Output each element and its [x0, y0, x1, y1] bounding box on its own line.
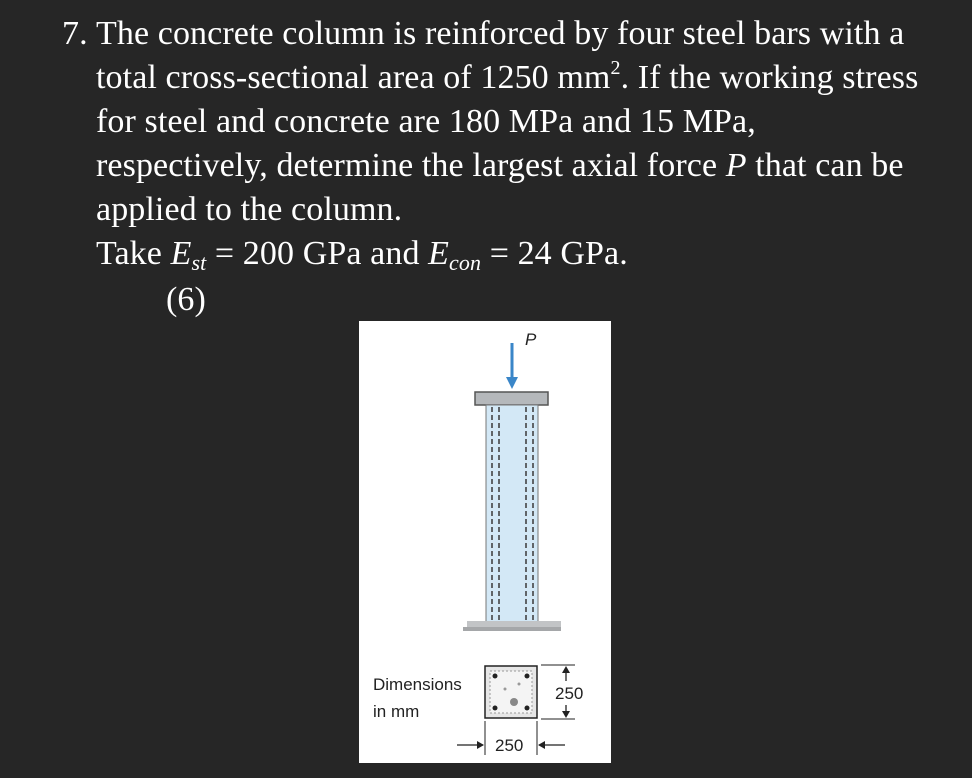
line4-text: respectively, determine the largest axial force: [96, 147, 726, 184]
rebar-dot: [493, 706, 498, 711]
take-text: Take: [96, 235, 171, 272]
question-line-3: for steel and concrete are 180 MPa and 15 MPa,: [96, 103, 756, 140]
question-line-1: The concrete column is reinforced by four steel bars with a: [96, 15, 905, 52]
steel-subscript: st: [191, 250, 207, 275]
load-label: P: [525, 330, 537, 349]
column-figure: [359, 321, 611, 763]
aggregate-dot: [518, 683, 521, 686]
dimensions-units-label: in mm: [373, 702, 420, 721]
given-values-line: [96, 232, 628, 279]
top-cap: [475, 392, 548, 405]
take-mid-text: = 200 GPa and: [206, 235, 429, 272]
modulus-symbol-concrete: E: [428, 235, 450, 272]
line4-text-end: that can be: [746, 147, 904, 184]
marks-label: (6): [166, 281, 206, 318]
question-line-2: [96, 56, 918, 104]
aggregate-dot: [510, 698, 518, 706]
concrete-subscript: con: [449, 250, 482, 275]
modulus-symbol-steel: E: [170, 235, 192, 272]
force-variable: P: [725, 147, 747, 184]
line2-text: total cross-sectional area of 1250 mm: [96, 59, 611, 96]
dimensions-label: Dimensions: [373, 675, 462, 694]
ground-base-shadow: [463, 627, 561, 631]
take-end-text: = 24 GPa.: [481, 235, 628, 272]
aggregate-dot: [504, 688, 507, 691]
width-dimension: 250: [495, 736, 524, 755]
rebar-dot: [525, 706, 530, 711]
height-dimension: 250: [555, 684, 584, 703]
dim-arrowhead-top: [562, 666, 570, 673]
dim-arrowhead-left: [477, 741, 484, 749]
line2-text-end: . If the working stress: [620, 59, 919, 96]
column-diagram: [359, 321, 611, 763]
load-arrowhead: [506, 377, 518, 389]
dim-arrowhead-right: [538, 741, 545, 749]
question-line-4: [96, 144, 904, 188]
column-body: [486, 405, 538, 623]
rebar-dot: [493, 674, 498, 679]
squared-superscript: 2: [610, 57, 621, 79]
dim-arrowhead-bottom: [562, 711, 570, 718]
ground-base: [467, 621, 561, 627]
question-line-5: applied to the column.: [96, 191, 403, 228]
question-number: 7.: [62, 15, 88, 52]
clipped-previous-line: [0, 0, 972, 12]
rebar-dot: [525, 674, 530, 679]
